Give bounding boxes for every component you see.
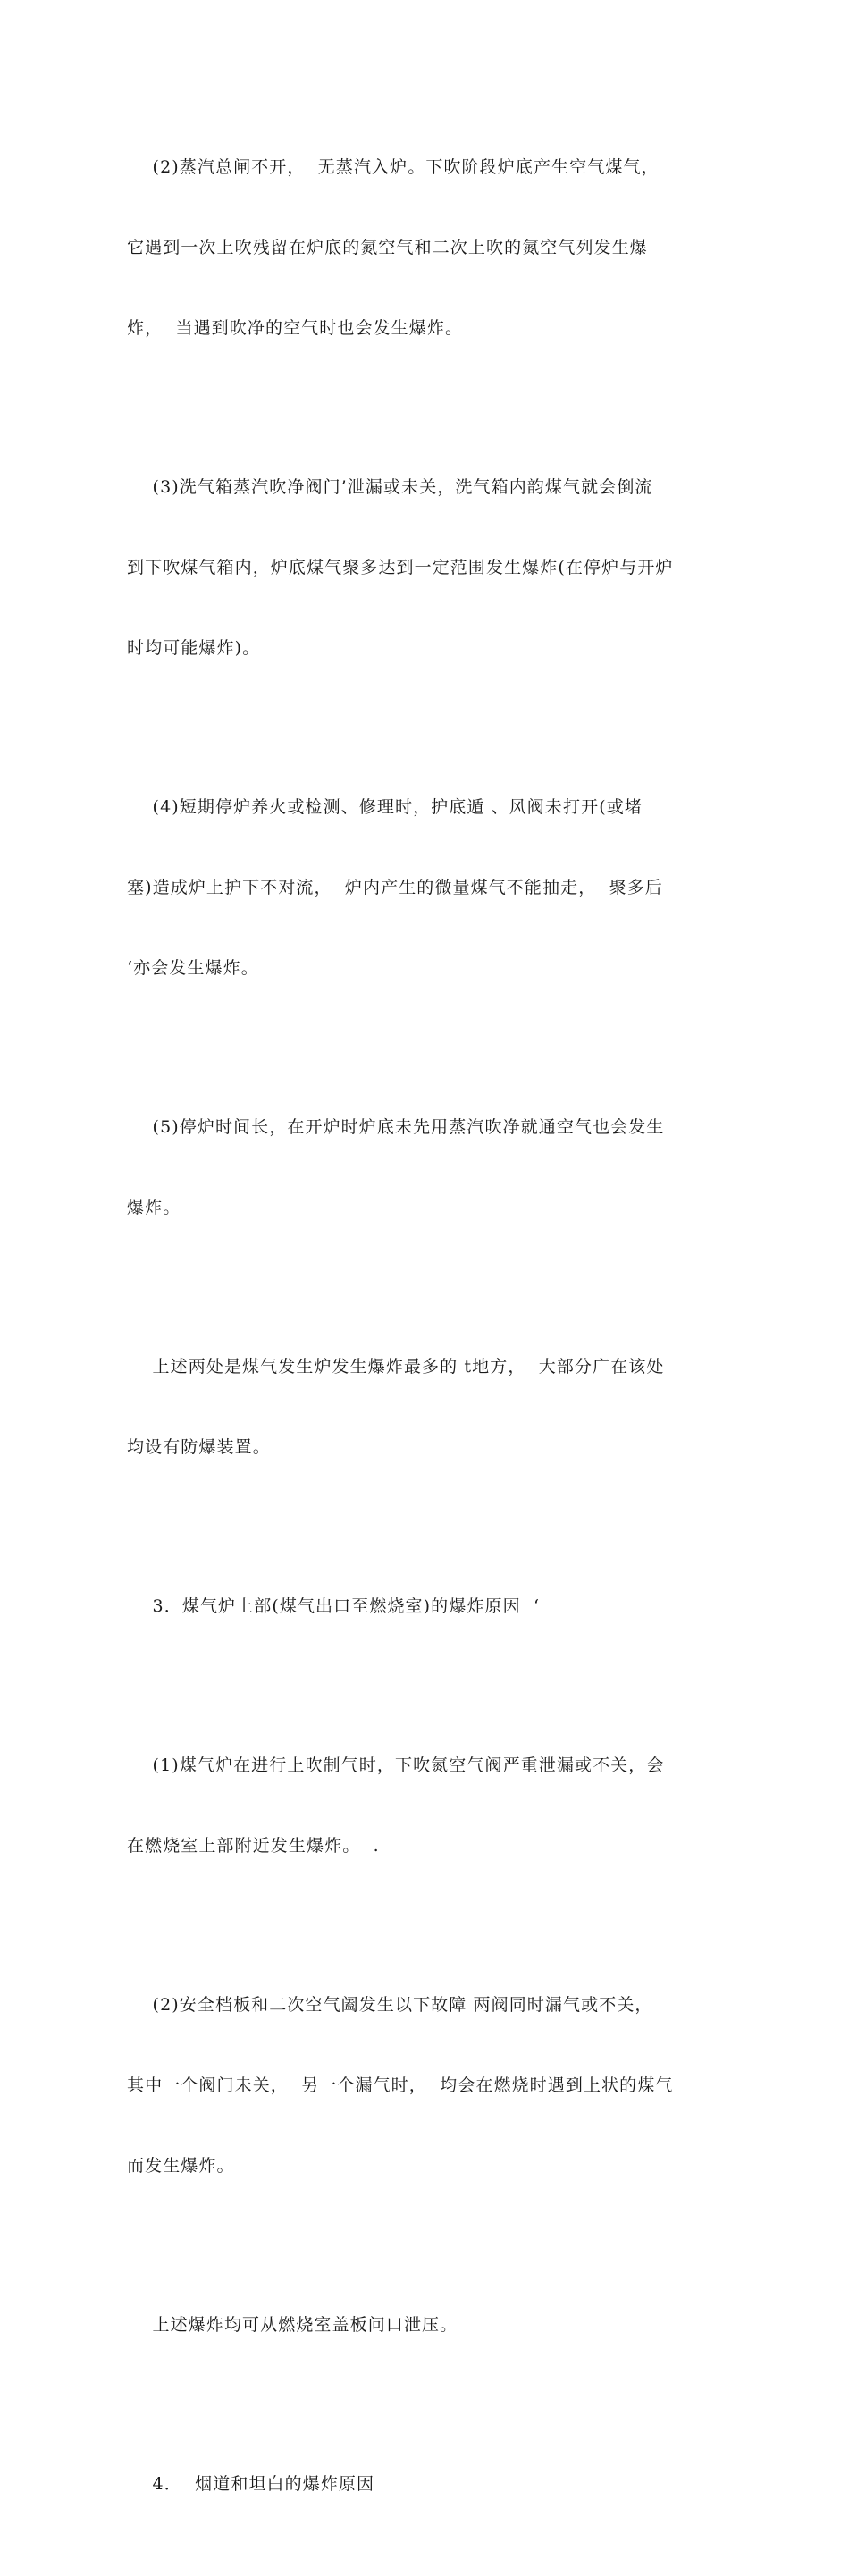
text-line: (1)煤气炉在进行上吹制气时，下吹氮空气阀严重泄漏或不关，会 (127, 1755, 665, 1775)
text-line: 4． 烟道和坦白的爆炸原因 (127, 2474, 375, 2494)
text-line: 炸， 当遇到吹净的空气时也会发生爆炸。 (127, 318, 464, 338)
paragraph-summary-two-places (127, 1300, 724, 1514)
text-line: ‘亦会发生爆炸。 (127, 958, 259, 978)
text-line: (5)停炉时间长，在开炉时炉底未先用蒸汽吹净就通空气也会发生 (127, 1117, 665, 1137)
text-line: 爆炸。 (127, 1198, 181, 1217)
paragraph-safety-baffle (127, 1938, 724, 2233)
text-line: 其中一个阀门未关， 另一个漏气时， 均会在燃烧时遇到上状的煤气 (127, 2075, 674, 2095)
paragraph-short-shutdown (127, 740, 724, 1035)
paragraph-upper-blow (127, 1698, 724, 1913)
section-heading-3 (127, 1539, 724, 1673)
text-line: 时均可能爆炸)。 (127, 638, 261, 658)
text-line: 而发生爆炸。 (127, 2156, 235, 2176)
paragraph-pressure-relief (127, 2258, 724, 2392)
paragraph-steam-valve (127, 100, 724, 395)
text-line: 它遇到一次上吹残留在炉底的氮空气和二次上吹的氮空气列发生爆 (127, 238, 648, 257)
text-line: 塞)造成炉上护下不对流， 炉内产生的微量煤气不能抽走， 聚多后 (127, 878, 663, 897)
document-body (127, 100, 724, 2576)
text-line: 在燃烧室上部附近发生爆炸。 . (127, 1836, 380, 1856)
paragraph-long-shutdown (127, 1060, 724, 1275)
text-line: (2)安全档板和二次空气阖发生以下故障 两阀同时漏气或不关， (127, 1995, 653, 2015)
section-heading-4 (127, 2417, 724, 2551)
text-line: (2)蒸汽总闸不开， 无蒸汽入炉。下吹阶段炉底产生空气煤气， (127, 157, 660, 177)
text-line: 上述爆炸均可从燃烧室盖板问口泄压。 (127, 2315, 458, 2335)
text-line: 上述两处是煤气发生炉发生爆炸最多的 t地方， 大部分广在该处 (127, 1357, 665, 1376)
text-line: 到下吹煤气箱内，炉底煤气聚多达到一定范围发生爆炸(在停炉与开炉 (127, 558, 674, 577)
text-line: (4)短期停炉养火或检测、修理时，护底遁 、风阀未打开(或堵 (127, 797, 643, 817)
paragraph-wash-box-valve (127, 420, 724, 715)
text-line: 3．煤气炉上部(煤气出口至燃烧室)的爆炸原因 ‘ (127, 1596, 541, 1616)
text-line: 均设有防爆装置。 (127, 1437, 271, 1457)
text-line: (3)洗气箱蒸汽吹净阀门’泄漏或未关，洗气箱内韵煤气就会倒流 (127, 477, 653, 497)
